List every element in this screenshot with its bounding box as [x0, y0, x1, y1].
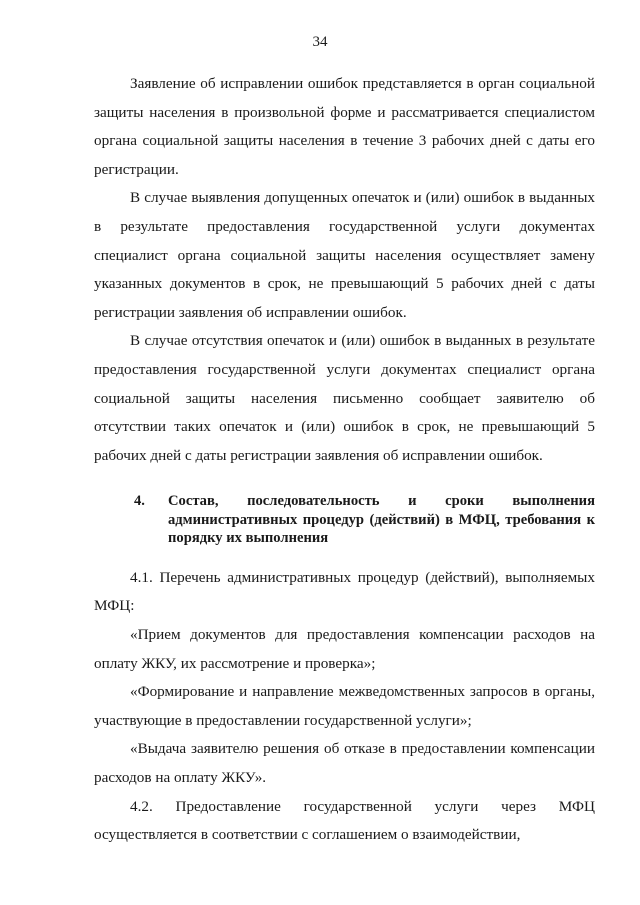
section-title: Состав, последовательность и сроки выполнения административных процедур (действий) в МФЦ, требования к порядку их выполнения — [168, 493, 595, 547]
section-heading — [94, 492, 595, 548]
list-item-interagency-requests: «Формирование и направление межведомственных запросов в органы, участвующие в предоставлении государственной услуги»; — [94, 683, 595, 729]
list-item-refusal-decision: «Выдача заявителю решения об отказе в предоставлении компенсации расходов на оплату ЖКУ». — [94, 740, 595, 786]
paragraph-no-errors: В случае отсутствия опечаток и (или) ошибок в выданных в результате предоставления государственной услуги документах специалист органа социальной защиты населения письменно сообщает заявителю об отсутствии таких опечаток и (или) ошибок в срок, не превышающий 5 рабочих дней с даты регистрации заявления об исправлении ошибок. — [94, 332, 595, 464]
page-number: 34 — [312, 34, 328, 50]
paragraph-correction-request: Заявление об исправлении ошибок представляется в орган социальной защиты населения в произвольной форме и рассматривается специалистом органа социальной защиты населения в течение 3 рабочих дней с даты его регистрации. — [94, 75, 595, 178]
paragraph-errors-found: В случае выявления допущенных опечаток и (или) ошибок в выданных в результате предоставления государственной услуги документах специалист органа социальной защиты населения осуществляет замену указанных документов в срок, не превышающий 5 рабочих дней с даты регистрации заявления об исправлении ошибок. — [94, 189, 595, 321]
paragraph-procedures-list: 4.1. Перечень административных процедур (действий), выполняемых МФЦ: — [94, 568, 595, 615]
list-item-document-intake: «Прием документов для предоставления компенсации расходов на оплату ЖКУ, их рассмотрение и проверка»; — [94, 626, 595, 672]
page-content — [94, 70, 595, 850]
section-number: 4. — [134, 493, 145, 510]
paragraph-mfc-service: 4.2. Предоставление государственной услуги через МФЦ осуществляется в соответствии с соглашением о взаимодействии, — [94, 797, 595, 844]
